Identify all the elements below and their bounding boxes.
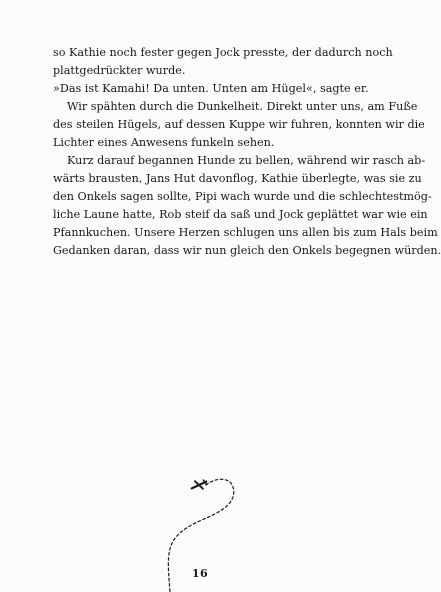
text-line: den Onkels sagen sollte, Pipi wach wurde und die schlechtestmög-: [53, 190, 432, 203]
text-line: Gedanken daran, dass wir nun gleich den Onkels begegnen würden.: [53, 244, 441, 257]
text-line: Kurz darauf begannen Hunde zu bellen, während wir rasch ab-: [67, 154, 426, 167]
text-line: Lichter eines Anwesens funkeln sehen.: [53, 136, 275, 149]
text-line: Pfannkuchen. Unsere Herzen schlugen uns allen bis zum Hals beim: [53, 226, 438, 239]
text-line: wärts brausten, Jans Hut davonflog, Kathie überlegte, was sie zu: [53, 172, 422, 185]
text-line: Wir spähten durch die Dunkelheit. Direkt unter uns, am Fuße: [67, 100, 418, 113]
text-line: des steilen Hügels, auf dessen Kuppe wir fuhren, konnten wir die: [53, 118, 425, 131]
text-line: »Das ist Kamahi! Da unten. Unten am Hügel«, sagte er.: [53, 82, 369, 95]
page-number: 16: [191, 567, 209, 580]
text-line: so Kathie noch fester gegen Jock presste, der dadurch noch: [53, 46, 393, 59]
text-line: liche Laune hatte, Rob steif da saß und Jock geplättet war wie ein: [53, 208, 428, 221]
body-text: [53, 44, 441, 260]
text-line: plattgedrückter wurde.: [53, 64, 186, 77]
